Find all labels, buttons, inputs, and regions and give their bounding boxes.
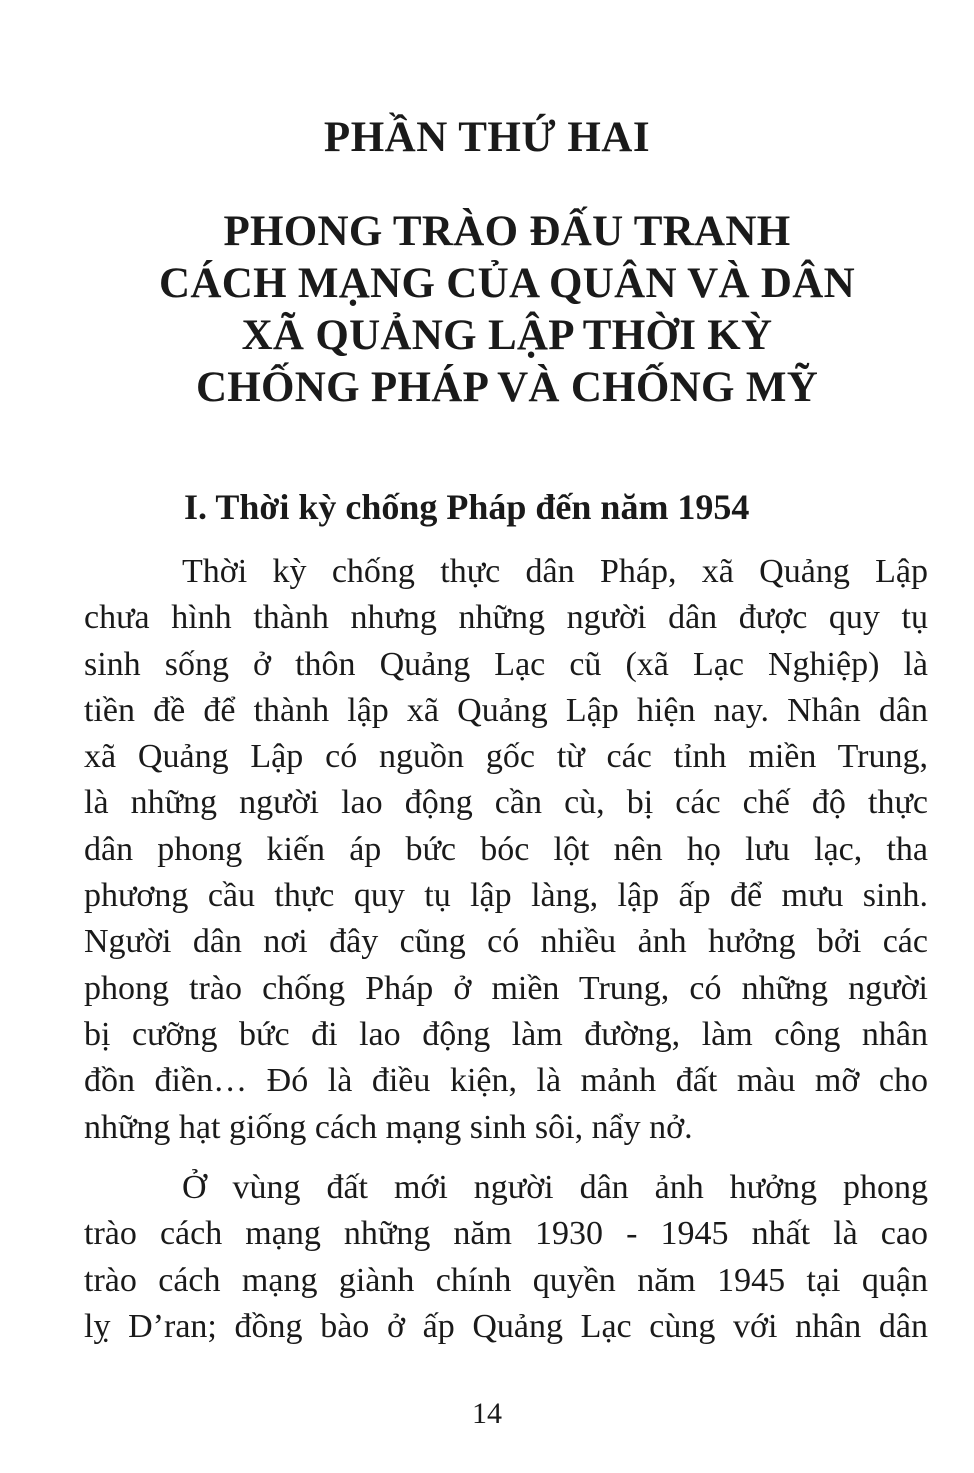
chapter-title-line: CHỐNG PHÁP VÀ CHỐNG MỸ bbox=[195, 364, 819, 411]
section-heading: I. Thời kỳ chống Pháp đến năm 1954 bbox=[184, 487, 750, 527]
paragraph-line: Thời kỳ chống thực dân Pháp, xã Quảng Lập bbox=[182, 553, 928, 590]
paragraph-line: sinh sống ở thôn Quảng Lạc cũ (xã Lạc Nghiệp) là bbox=[84, 645, 928, 683]
body-paragraph bbox=[84, 549, 928, 1151]
paragraph-line: tiền đề để thành lập xã Quảng Lập hiện nay. Nhân dân bbox=[84, 691, 928, 729]
part-label: PHẦN THỨ HAI bbox=[323, 114, 651, 161]
chapter-title-line: PHONG TRÀO ĐẤU TRANH bbox=[223, 208, 791, 255]
paragraph-line: xã Quảng Lập có nguồn gốc từ các tỉnh miền Trung, bbox=[84, 738, 928, 776]
chapter-title-line: CÁCH MẠNG CỦA QUÂN VÀ DÂN bbox=[159, 260, 855, 307]
paragraph-line: trào cách mạng những năm 1930 - 1945 nhất là cao bbox=[84, 1215, 928, 1253]
paragraph-line: Ở vùng đất mới người dân ảnh hưởng phong bbox=[182, 1169, 928, 1206]
paragraph-line: Người dân nơi đây cũng có nhiều ảnh hưởng bởi các bbox=[84, 923, 928, 961]
paragraph-line: đồn điền… Đó là điều kiện, là mảnh đất màu mỡ cho bbox=[84, 1062, 928, 1100]
chapter-title-line: XÃ QUẢNG LẬP THỜI KỲ bbox=[241, 312, 773, 359]
paragraph-line: là những người lao động cần cù, bị các chế độ thực bbox=[84, 784, 928, 822]
body-paragraph bbox=[84, 1165, 928, 1350]
paragraph-line: bị cưỡng bức đi lao động làm đường, làm công nhân bbox=[84, 1015, 928, 1053]
paragraph-line: những hạt giống cách mạng sinh sôi, nẩy nở. bbox=[84, 1108, 693, 1146]
chapter-title bbox=[110, 206, 904, 414]
paragraph-line: phong trào chống Pháp ở miền Trung, có những người bbox=[84, 969, 928, 1007]
paragraph-line: lỵ D’ran; đồng bào ở ấp Quảng Lạc cùng với nhân dân bbox=[84, 1307, 928, 1345]
paragraph-line: trào cách mạng giành chính quyền năm 1945 tại quận bbox=[84, 1261, 928, 1299]
paragraph-line: chưa hình thành nhưng những người dân được quy tụ bbox=[84, 599, 928, 637]
paragraph-line: dân phong kiến áp bức bóc lột nên họ lưu lạc, tha bbox=[84, 830, 928, 868]
paragraph-line: phương cầu thực quy tụ lập làng, lập ấp để mưu sinh. bbox=[84, 877, 928, 915]
page-number: 14 bbox=[472, 1397, 502, 1430]
